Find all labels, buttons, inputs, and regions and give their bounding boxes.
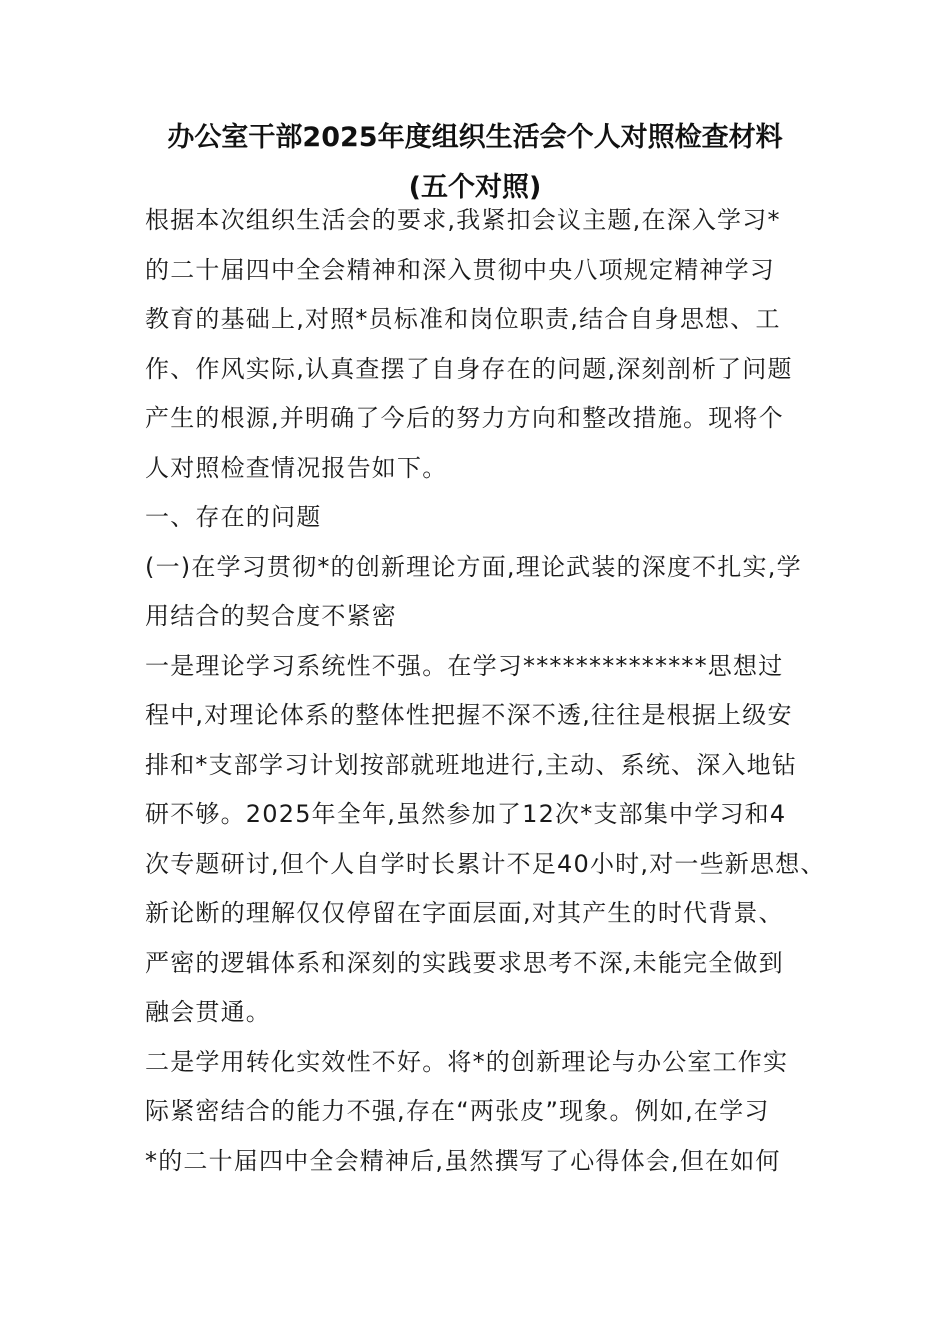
body-line: 际紧密结合的能力不强,存在“两张皮”现象。例如,在学习	[145, 1097, 770, 1125]
body-line: *的二十届四中全会精神后,虽然撰写了心得体会,但在如何	[145, 1146, 781, 1175]
body-line: 根据本次组织生活会的要求,我紧扣会议主题,在深入学习*	[145, 206, 781, 234]
body-line: 次专题研讨,但个人自学时长累计不足40小时,对一些新思想、	[145, 849, 826, 878]
body-line: 一是理论学习系统性不强。在学习**************思想过	[145, 651, 784, 680]
body-line: 二是学用转化实效性不好。将*的创新理论与办公室工作实	[145, 1047, 789, 1076]
body-line: 新论断的理解仅仅停留在字面层面,对其产生的时代背景、	[145, 899, 784, 927]
body-line: 产生的根源,并明确了今后的努力方向和整改措施。现将个	[145, 404, 784, 432]
subsection-heading: 用结合的契合度不紧密	[145, 602, 397, 630]
body-line: 程中,对理论体系的整体性把握不深不透,往往是根据上级安	[145, 701, 793, 729]
section-heading: 一、存在的问题	[145, 503, 322, 531]
body-line: 严密的逻辑体系和深刻的实践要求思考不深,未能完全做到	[145, 948, 784, 977]
body-line: 人对照检查情况报告如下。	[145, 453, 448, 482]
body-line: 作、作风实际,认真查摆了自身存在的问题,深刻剖析了问题	[145, 354, 793, 383]
body-line: 的二十届四中全会精神和深入贯彻中央八项规定精神学习	[145, 255, 775, 284]
document-subtitle: (五个对照)	[408, 172, 542, 203]
document-title: 办公室干部2025年度组织生活会个人对照检查材料	[167, 122, 783, 153]
body-line: 排和*支部学习计划按部就班地进行,主动、系统、深入地钻	[145, 750, 798, 779]
document-body	[145, 196, 835, 1186]
body-line: 研不够。2025年全年,虽然参加了12次*支部集中学习和4	[145, 800, 787, 828]
body-line: 融会贯通。	[145, 998, 271, 1026]
subsection-heading: (一)在学习贯彻*的创新理论方面,理论武装的深度不扎实,学	[145, 552, 802, 581]
body-line: 教育的基础上,对照*员标准和岗位职责,结合自身思想、工	[145, 305, 781, 333]
